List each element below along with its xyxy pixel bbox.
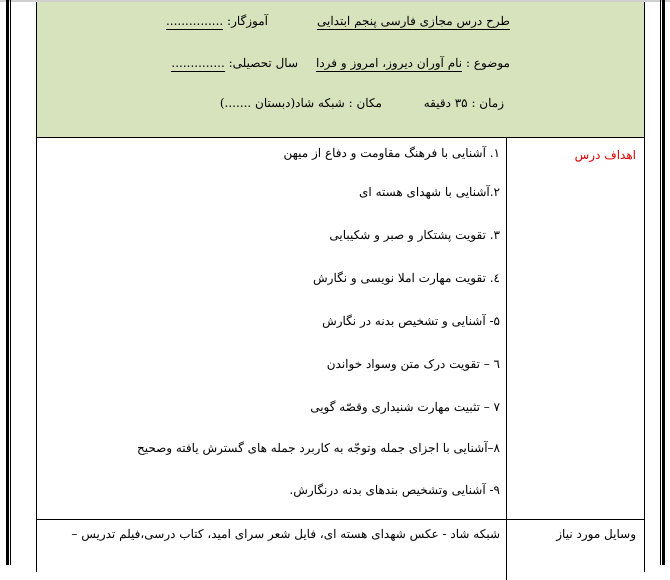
goal-item: ۳. تقویت پشتکار و صبر و شکیبایی [329,228,500,242]
topic-value: نام آوران دیروز، امروز و فردا [315,56,463,70]
column-divider [506,138,507,519]
topic-field [316,56,510,70]
time-field [424,96,504,110]
lesson-title [317,14,510,28]
tools-value: شبکه شاد - عکس شهدای هسته ای، فایل شعر سرای امید، کتاب درسی،فیلم تدریس – [71,527,500,541]
goals-row [37,138,644,520]
goal-item: ٤. تقویت مهارت املا نویسی و نگارش [313,271,500,285]
topic-label: موضوع : [465,56,510,70]
place-label: مکان : شبکه شاد(دبستان .......) [219,96,382,110]
time-label: زمان : ۳۵ دقیقه [423,96,504,110]
lesson-header [37,2,644,138]
page-border-left [6,0,9,565]
goal-item: ۲.آشنایی با شهدای هسته ای [359,185,500,199]
goals-label: اهداف درس [574,148,636,162]
tools-label: وسایل مورد نیاز [556,527,636,541]
teacher-field [166,14,268,28]
lesson-plan-table [36,2,645,572]
place-field [220,96,382,110]
goal-item: ۱. آشنایی با فرهنگ مقاومت و دفاع از میهن [283,146,500,160]
teacher-label: آموزگار: [227,14,268,28]
page-border-right [662,0,665,565]
goal-item: ۷ – تثبیت مهارت شنیداری وقصّه گویی [310,400,500,414]
academic-year-label: سال تحصیلی: [228,56,298,70]
academic-year-value[interactable]: .............. [171,56,225,70]
column-divider [506,520,507,580]
page-border-left-inner [10,0,11,565]
goal-item: ۹- آشنایی وتشخیص بندهای بدنه درنگارش. [289,483,500,497]
goal-item: ۵- آشنایی و تشخیص بدنه در نگارش [322,314,500,328]
goal-item: ٦ – تقویت درک متن وسواد خواندن [326,357,500,371]
lesson-title-text: طرح درس مجازی فارسی پنجم ابتدایی [316,14,510,28]
required-tools-row [37,520,644,580]
page-border-right-inner [660,0,661,565]
teacher-value[interactable]: ............... [165,14,224,28]
goal-item: ۸–آشنایی با اجزای جمله وتوجّه به کاربرد جمله های گسترش یافته وصحیح [136,441,500,455]
academic-year-field [171,56,298,70]
